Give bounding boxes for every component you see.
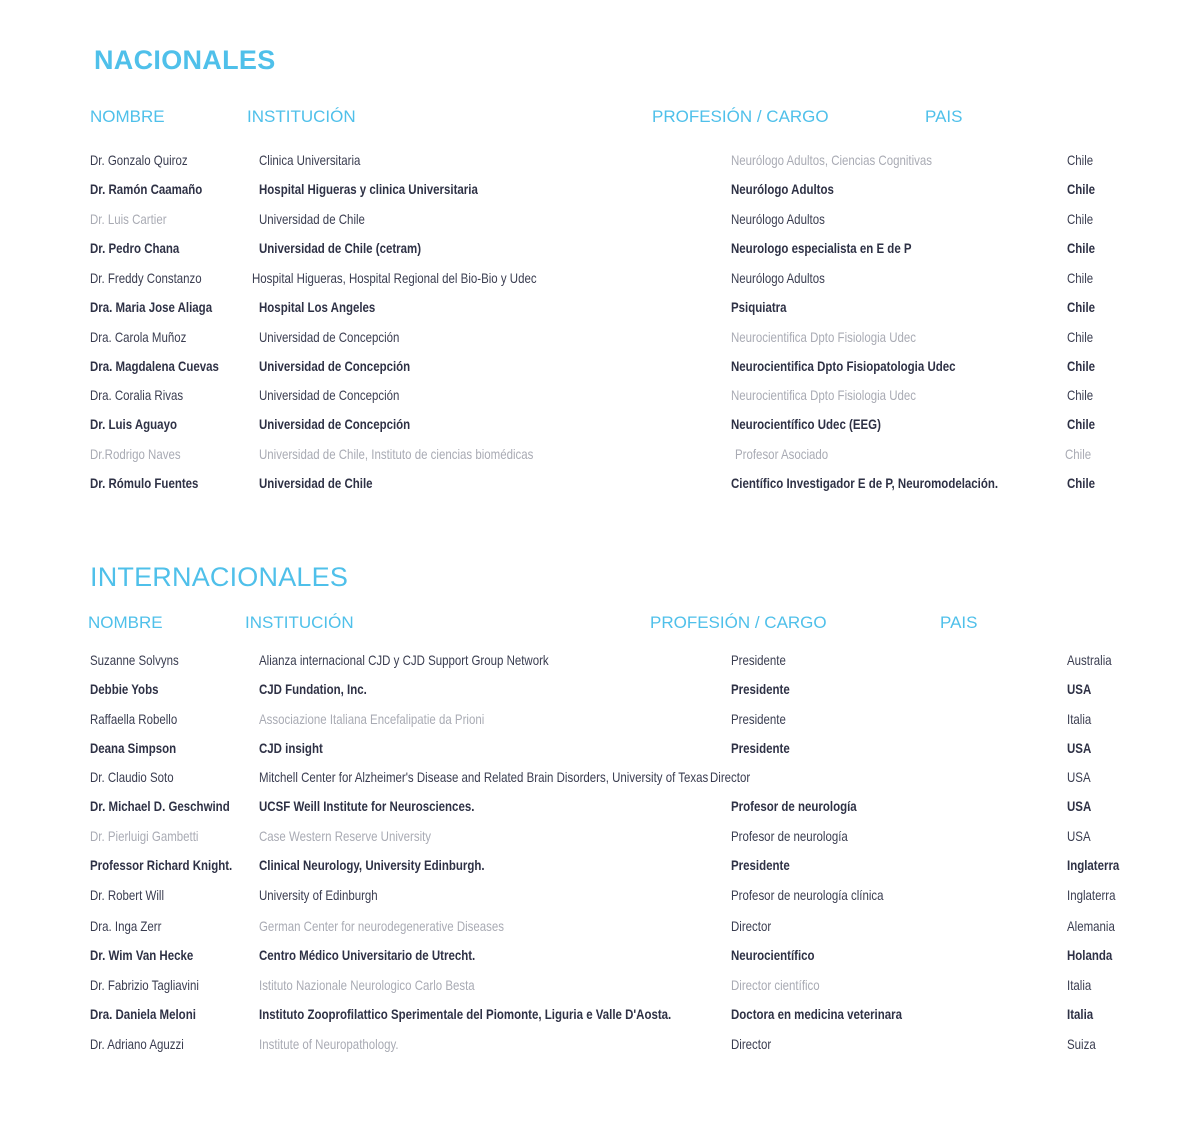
profesion-cell: Director: [731, 1036, 772, 1052]
pais-cell: Chile: [1067, 358, 1096, 374]
institucion-cell: Mitchell Center for Alzheimer's Disease and Related Brain Disorders, University of Texas: [259, 769, 709, 785]
nombre-cell: Dra. Maria Jose Aliaga: [90, 299, 213, 315]
institucion-cell: CJD Fundation, Inc.: [259, 681, 367, 697]
profesion-cell: Psiquiatra: [731, 299, 787, 315]
table-row: [0, 472, 1200, 494]
table-row: [0, 355, 1200, 377]
table-row: [0, 884, 1200, 906]
profesion-cell: Doctora en medicina veterinara: [731, 1006, 902, 1022]
institucion-cell: University of Edinburgh: [259, 887, 378, 903]
pais-cell: Chile: [1067, 329, 1094, 345]
internacionales-header-institucion: INSTITUCIÓN: [245, 613, 354, 632]
profesion-cell: Neurocientífico Udec (EEG): [731, 416, 881, 432]
nombre-cell: Dr. Rómulo Fuentes: [90, 475, 199, 491]
institucion-cell: Universidad de Chile: [259, 211, 365, 227]
profesion-cell: Presidente: [731, 857, 790, 873]
institucion-cell: UCSF Weill Institute for Neurosciences.: [259, 798, 475, 814]
table-row: [0, 326, 1200, 348]
nombre-cell: Dr. Freddy Constanzo: [90, 270, 202, 286]
table-row: [0, 766, 1200, 788]
pais-cell: Italia: [1067, 711, 1092, 727]
pais-cell: Inglaterra: [1067, 887, 1116, 903]
pais-cell: Inglaterra: [1067, 857, 1120, 873]
institucion-cell: Hospital Los Angeles: [259, 299, 376, 315]
table-row: [0, 1033, 1200, 1055]
nombre-cell: Dr. Luis Aguayo: [90, 416, 177, 432]
institucion-cell: Hospital Higueras, Hospital Regional del Bio-Bio y Udec: [252, 270, 537, 286]
nombre-cell: Dra. Magdalena Cuevas: [90, 358, 219, 374]
pais-cell: Italia: [1067, 977, 1092, 993]
pais-cell: Holanda: [1067, 947, 1113, 963]
institucion-cell: Universidad de Chile, Instituto de ciencias biomédicas: [259, 446, 534, 462]
table-row: [0, 944, 1200, 966]
pais-cell: Chile: [1067, 211, 1094, 227]
nombre-cell: Deana Simpson: [90, 740, 177, 756]
nacionales-header-profesion: PROFESIÓN / CARGO: [652, 107, 829, 126]
institucion-cell: Alianza internacional CJD y CJD Support Group Network: [259, 652, 549, 668]
table-row: [0, 649, 1200, 671]
nombre-cell: Suzanne Solvyns: [90, 652, 179, 668]
pais-cell: Australia: [1067, 652, 1112, 668]
profesion-cell: Profesor de neurología: [731, 798, 857, 814]
institucion-cell: Universidad de Chile (cetram): [259, 240, 422, 256]
pais-cell: Chile: [1067, 475, 1096, 491]
nombre-cell: Dr. Pedro Chana: [90, 240, 180, 256]
nombre-cell: Dr. Michael D. Geschwind: [90, 798, 230, 814]
profesion-cell: Director: [710, 769, 751, 785]
profesion-cell: Presidente: [731, 711, 786, 727]
profesion-cell: Neurólogo Adultos, Ciencias Cognitivas: [731, 152, 933, 168]
profesion-cell: Director científico: [731, 977, 820, 993]
table-row: [0, 178, 1200, 200]
pais-cell: Suiza: [1067, 1036, 1096, 1052]
pais-cell: Chile: [1067, 240, 1096, 256]
pais-cell: Italia: [1067, 1006, 1094, 1022]
table-row: [0, 708, 1200, 730]
nacionales-title: NACIONALES: [94, 45, 276, 75]
table-row: [0, 795, 1200, 817]
pais-cell: Chile: [1065, 446, 1092, 462]
profesion-cell: Neurocientifica Dpto Fisiologia Udec: [731, 329, 917, 345]
table-row: [0, 915, 1200, 937]
table-row: [0, 854, 1200, 876]
table-row: [0, 267, 1200, 289]
table-row: [0, 413, 1200, 435]
nombre-cell: Dr.Rodrigo Naves: [90, 446, 181, 462]
nombre-cell: Dra. Inga Zerr: [90, 918, 162, 934]
profesion-cell: Neurólogo Adultos: [731, 270, 825, 286]
nombre-cell: Dra. Carola Muñoz: [90, 329, 187, 345]
nombre-cell: Dr. Fabrizio Tagliavini: [90, 977, 199, 993]
internacionales-title: INTERNACIONALES: [90, 562, 349, 592]
pais-cell: Chile: [1067, 270, 1094, 286]
profesion-cell: Profesor Asociado: [735, 446, 829, 462]
nombre-cell: Dr. Luis Cartier: [90, 211, 167, 227]
pais-cell: Chile: [1067, 299, 1096, 315]
table-row: [0, 825, 1200, 847]
institucion-cell: Universidad de Concepción: [259, 387, 400, 403]
profesion-cell: Neurólogo Adultos: [731, 181, 834, 197]
profesion-cell: Científico Investigador E de P, Neuromodelación.: [731, 475, 999, 491]
table-row: [0, 237, 1200, 259]
pais-cell: USA: [1067, 681, 1092, 697]
nombre-cell: Dr. Gonzalo Quiroz: [90, 152, 188, 168]
profesion-cell: Presidente: [731, 652, 786, 668]
pais-cell: Chile: [1067, 387, 1094, 403]
institucion-cell: Centro Médico Universitario de Utrecht.: [259, 947, 476, 963]
institucion-cell: Associazione Italiana Encefalipatie da Prioni: [259, 711, 485, 727]
institucion-cell: Clinical Neurology, University Edinburgh.: [259, 857, 485, 873]
institucion-cell: Universidad de Chile: [259, 475, 373, 491]
profesion-cell: Neurocientifica Dpto Fisiologia Udec: [731, 387, 917, 403]
pais-cell: USA: [1067, 769, 1091, 785]
nombre-cell: Dra. Daniela Meloni: [90, 1006, 196, 1022]
pais-cell: Chile: [1067, 152, 1094, 168]
institucion-cell: Universidad de Concepción: [259, 416, 411, 432]
table-row: [0, 384, 1200, 406]
internacionales-header-pais: PAIS: [940, 613, 978, 632]
institucion-cell: Universidad de Concepción: [259, 358, 411, 374]
pais-cell: USA: [1067, 798, 1092, 814]
profesion-cell: Neurocientífico: [731, 947, 815, 963]
institucion-cell: CJD insight: [259, 740, 323, 756]
table-row: [0, 208, 1200, 230]
pais-cell: USA: [1067, 828, 1091, 844]
table-row: [0, 149, 1200, 171]
table-row: [0, 296, 1200, 318]
profesion-cell: Profesor de neurología: [731, 828, 848, 844]
institucion-cell: Universidad de Concepción: [259, 329, 400, 345]
nacionales-header-pais: PAIS: [925, 107, 963, 126]
pais-cell: Chile: [1067, 416, 1096, 432]
internacionales-header-nombre: NOMBRE: [88, 613, 163, 632]
profesion-cell: Presidente: [731, 681, 790, 697]
profesion-cell: Director: [731, 918, 772, 934]
nacionales-header-nombre: NOMBRE: [90, 107, 165, 126]
nombre-cell: Dra. Coralia Rivas: [90, 387, 184, 403]
table-row: [0, 1003, 1200, 1025]
institucion-cell: Case Western Reserve University: [259, 828, 432, 844]
profesion-cell: Presidente: [731, 740, 790, 756]
institucion-cell: German Center for neurodegenerative Diseases: [259, 918, 505, 934]
nombre-cell: Debbie Yobs: [90, 681, 159, 697]
profesion-cell: Neurólogo Adultos: [731, 211, 825, 227]
table-row: [0, 974, 1200, 996]
profesion-cell: Neurocientifica Dpto Fisiopatologia Udec: [731, 358, 956, 374]
nombre-cell: Raffaella Robello: [90, 711, 178, 727]
profesion-cell: Profesor de neurología clínica: [731, 887, 884, 903]
nombre-cell: Dr. Adriano Aguzzi: [90, 1036, 184, 1052]
institucion-cell: Institute of Neuropathology.: [259, 1036, 399, 1052]
nacionales-header-institucion: INSTITUCIÓN: [247, 107, 356, 126]
pais-cell: Alemania: [1067, 918, 1115, 934]
pais-cell: USA: [1067, 740, 1092, 756]
institucion-cell: Istituto Nazionale Neurologico Carlo Besta: [259, 977, 475, 993]
table-row: [0, 443, 1200, 465]
pais-cell: Chile: [1067, 181, 1096, 197]
nombre-cell: Dr. Pierluigi Gambetti: [90, 828, 199, 844]
nombre-cell: Dr. Wim Van Hecke: [90, 947, 194, 963]
nombre-cell: Professor Richard Knight.: [90, 857, 233, 873]
profesion-cell: Neurologo especialista en E de P: [731, 240, 912, 256]
institucion-cell: Clinica Universitaria: [259, 152, 361, 168]
table-row: [0, 678, 1200, 700]
nombre-cell: Dr. Ramón Caamaño: [90, 181, 203, 197]
institucion-cell: Hospital Higueras y clinica Universitaria: [259, 181, 478, 197]
internacionales-header-profesion: PROFESIÓN / CARGO: [650, 613, 827, 632]
nombre-cell: Dr. Robert Will: [90, 887, 164, 903]
institucion-cell: Instituto Zooprofilattico Sperimentale del Piomonte, Liguria e Valle D'Aosta.: [259, 1006, 672, 1022]
nombre-cell: Dr. Claudio Soto: [90, 769, 174, 785]
table-row: [0, 737, 1200, 759]
